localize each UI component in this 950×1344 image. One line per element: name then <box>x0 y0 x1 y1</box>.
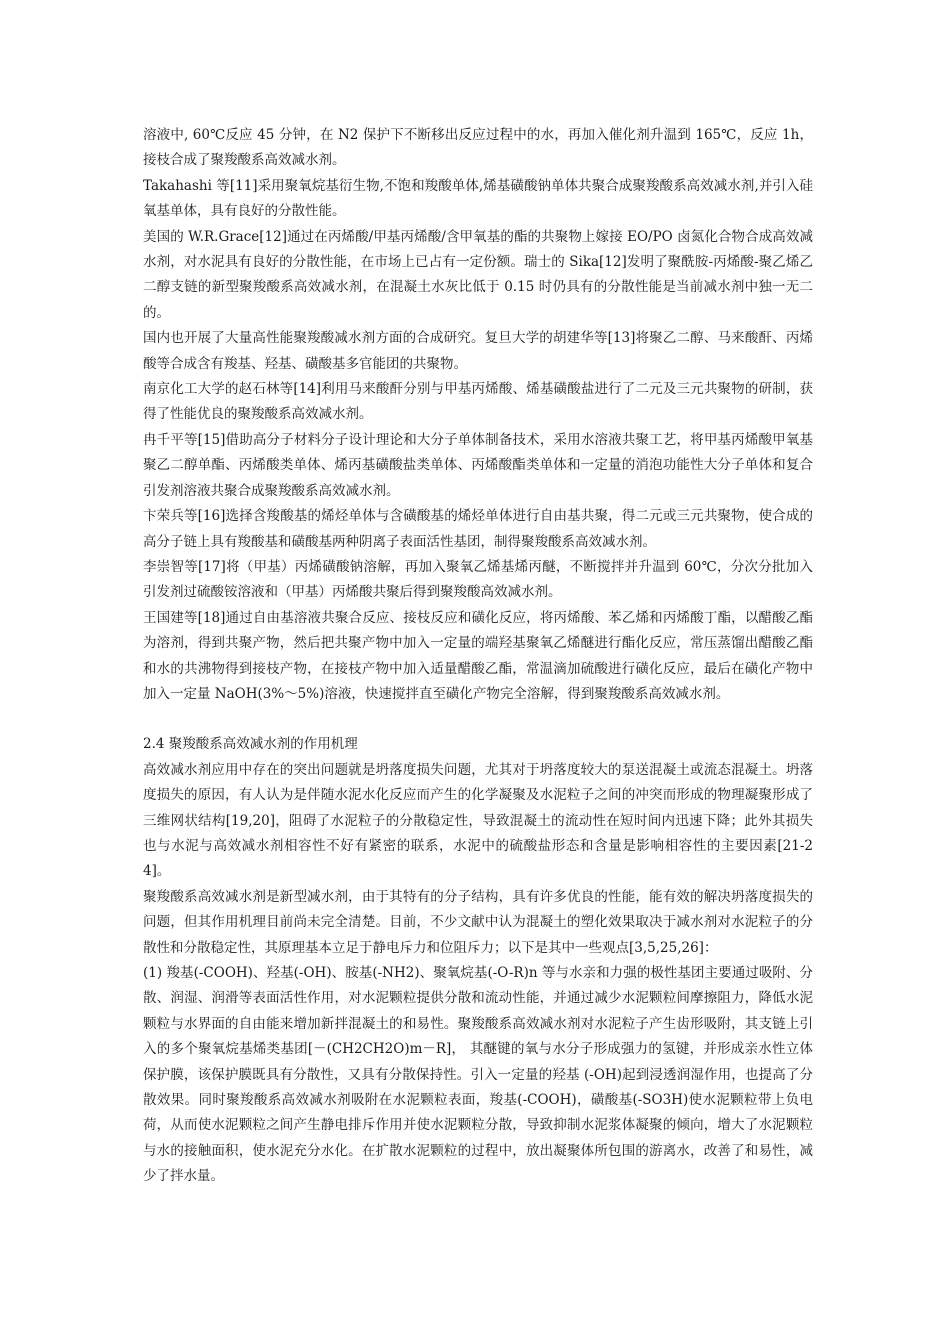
paragraph: 聚羧酸系高效减水剂是新型减水剂，由于其特有的分子结构，具有许多优良的性能，能有效的解决坍落度损失的问题，但其作用机理目前尚未完全清楚。目前，不少文献中认为混凝土的塑化效果取决于减水剂对水泥粒子的分散性和分散稳定性，其原理基本立足于静电斥力和位阻斥力；以下是其中一些观点[3,5,25,26]： <box>143 888 813 956</box>
paragraph: 国内也开展了大量高性能聚羧酸减水剂方面的合成研究。复旦大学的胡建华等[13]将聚乙二醇、马来酸酐、丙烯酸等合成含有羧基、羟基、磺酸基多官能团的共聚物。 <box>143 330 813 372</box>
paragraph: 南京化工大学的赵石林等[14]利用马来酸酐分别与甲基丙烯酸、烯基磺酸盐进行了二元及三元共聚物的研制，获得了性能优良的聚羧酸系高效减水剂。 <box>143 381 813 423</box>
section-heading: 2.4 聚羧酸系高效减水剂的作用机理 <box>143 736 358 753</box>
blank-line <box>143 707 813 732</box>
paragraph: 王国建等[18]通过自由基溶液共聚合反应、接枝反应和磺化反应，将丙烯酸、苯乙烯和丙烯酸丁酯，以醋酸乙酯为溶剂，得到共聚产物，然后把共聚产物中加入一定量的端羟基聚氧乙烯醚进行酯化反应，常压蒸馏出醋酸乙酯和水的共沸物得到接枝产物，在接枝产物中加入适量醋酸乙酯，常温滴加硫酸进行磺化反应，最后在磺化产物中加入一定量 NaOH(3%～5%)溶液，快速搅拌直至磺化产物完全溶解，得到聚羧酸系高效减水剂。 <box>143 609 813 702</box>
paragraph: 李崇智等[17]将（甲基）丙烯磺酸钠溶解，再加入聚氧乙烯基烯丙醚，不断搅拌并升温到 60℃，分次分批加入引发剂过硫酸铵溶液和（甲基）丙烯酸共聚后得到聚羧酸高效减水剂。 <box>143 558 813 601</box>
paragraph: 高效减水剂应用中存在的突出问题就是坍落度损失问题，尤其对于坍落度较大的泵送混凝土或流态混凝土。坍落度损失的原因，有人认为是伴随水泥水化反应而产生的化学凝聚及水泥粒子之间的冲突而形成的物理凝聚形成了三维网状结构[19,20]，阻碍了水泥粒子的分散稳定性，导致混凝土的流动性在短时间内迅速下降；此外其损失也与水泥与高效减水剂相容性不好有紧密的联系，水泥中的硫酸盐形态和含量是影响相容性的主要因素[21-24]。 <box>143 761 813 880</box>
paragraph: 卞荣兵等[16]选择含羧酸基的烯烃单体与含磺酸基的烯烃单体进行自由基共聚，得二元或三元共聚物，使合成的高分子链上具有羧酸基和磺酸基两种阴离子表面活性基团，制得聚羧酸系高效减水剂。 <box>143 508 813 550</box>
paragraph: 溶液中, 60℃反应 45 分钟，在 N2 保护下不断移出反应过程中的水，再加入催化剂升温到 165℃，反应 1h，接枝合成了聚羧酸系高效减水剂。 <box>143 127 813 169</box>
paragraph: Takahashi 等[11]采用聚氧烷基衍生物,不饱和羧酸单体,烯基磺酸钠单体共聚合成聚羧酸系高效减水剂,并引入硅氧基单体，具有良好的分散性能。 <box>143 177 813 220</box>
paragraph: 美国的 W.R.Grace[12]通过在丙烯酸/甲基丙烯酸/含甲氧基的酯的共聚物上嫁接 EO/PO 卤氮化合物合成高效减水剂，对水泥具有良好的分散性能，在市场上已占有一定份额。瑞士的 Sika[12]发明了聚酰胺-丙烯酸-聚乙烯乙二醇支链的新型聚羧酸系高效减水剂，在混凝土水灰比低于 0.15 时仍具有的分散性能是当前减水剂中独一无二的。 <box>143 228 813 321</box>
paragraph: (1) 羧基(-COOH)、羟基(-OH)、胺基(-NH2)、聚氧烷基(-O-R)n 等与水亲和力强的极性基团主要通过吸附、分散、润湿、润滑等表面活性作用，对水泥颗粒提供分散和流动性能，并通过减少水泥颗粒间摩擦阻力，降低水泥颗粒与水界面的自由能来增加新拌混凝土的和易性。聚羧酸系高效减水剂对水泥粒子产生齿形吸附，其支链上引入的多个聚氧烷基烯类基团[－(CH2CH2O)m－R]， 其醚键的氧与水分子形成强力的氢键，并形成亲水性立体保护膜，该保护膜既具有分散性，又具有分散保持性。引入一定量的羟基 (-OH)起到浸透润湿作用，也提高了分散效果。同时聚羧酸系高效减水剂吸附在水泥颗粒表面，羧基(-COOH)，磺酸基(-SO3H)使水泥颗粒带上负电荷，从而使水泥颗粒之间产生静电排斥作用并使水泥颗粒分散，导致抑制水泥浆体凝聚的倾向，增大了水泥颗粒与水的接触面积，使水泥充分水化。在扩散水泥颗粒的过程中，放出凝聚体所包围的游离水，改善了和易性，减少了拌水量。 <box>143 965 813 1185</box>
document-body <box>143 123 813 1190</box>
paragraph: 冉千平等[15]借助高分子材料分子设计理论和大分子单体制备技术，采用水溶液共聚工艺，将甲基丙烯酸甲氧基聚乙二醇单酯、丙烯酸类单体、烯丙基磺酸盐类单体、丙烯酸酯类单体和一定量的消泡功能性大分子单体和复合引发剂溶液共聚合成聚羧酸系高效减水剂。 <box>143 431 813 499</box>
